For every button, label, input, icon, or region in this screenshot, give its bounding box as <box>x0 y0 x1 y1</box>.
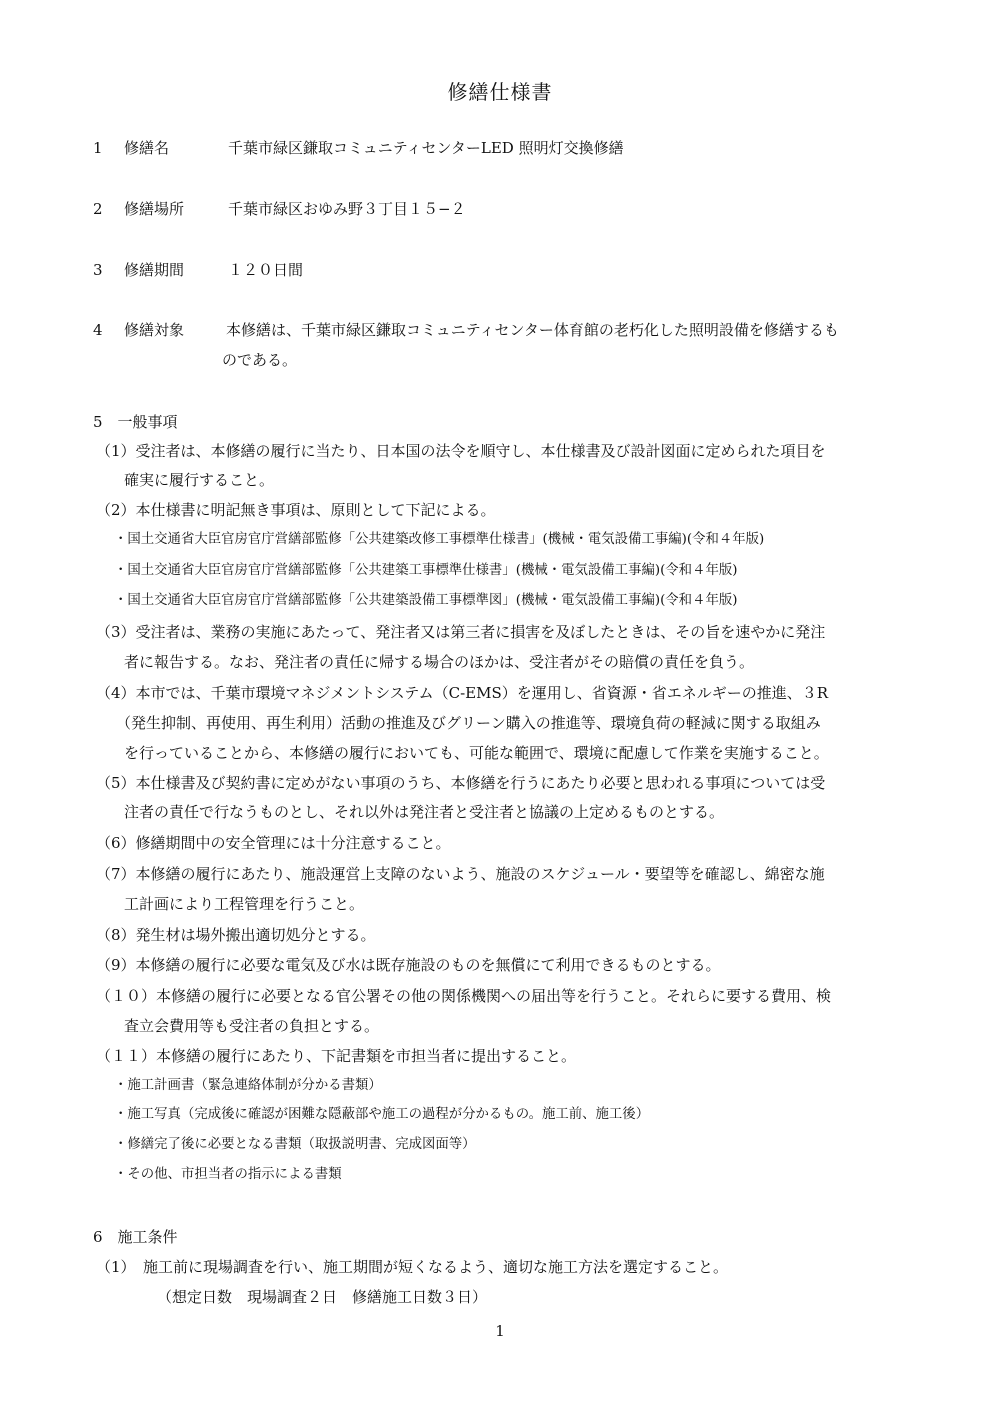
clause-line: （１０）本修繕の履行に必要となる官公署その他の関係機関への届出等を行うこと。それらに要する費用、検 <box>96 987 832 1005</box>
item-label: 修繕対象 <box>124 321 185 339</box>
clause-line: 注者の責任で行なうものとし、それ以外は発注者と受注者と協議の上定めるものとする。 <box>124 803 725 821</box>
clause-line: （6）修繕期間中の安全管理には十分注意すること。 <box>96 834 451 852</box>
page-number: 1 <box>495 1322 505 1340</box>
document-list-item: ・施工計画書（緊急連絡体制が分かる書類） <box>114 1078 382 1093</box>
item-number: 2 <box>93 200 103 218</box>
section-heading: 6 施工条件 <box>93 1228 178 1246</box>
item-number: 1 <box>93 139 103 157</box>
clause-line: 者に報告する。なお、発注者の責任に帰する場合のほかは、受注者がその賠償の責任を負う。 <box>124 653 755 671</box>
item-value: 千葉市緑区鎌取コミュニティセンターLED 照明灯交換修繕 <box>228 139 624 157</box>
clause-line: （3）受注者は、業務の実施にあたって、発注者又は第三者に損害を及ぼしたときは、その旨を速やかに発注 <box>96 623 826 641</box>
reference-item: ・国土交通省大臣官房官庁営繕部監修「公共建築工事標準仕様書」(機械・電気設備工事編)(令和４年版) <box>114 563 738 578</box>
clause-line: （１１）本修繕の履行にあたり、下記書類を市担当者に提出すること。 <box>96 1047 577 1065</box>
clause-line: （9）本修繕の履行に必要な電気及び水は既存施設のものを無償にて利用できるものとする。 <box>96 956 721 974</box>
clause-line: 確実に履行すること。 <box>124 471 275 489</box>
clause-line: （5）本仕様書及び契約書に定めがない事項のうち、本修繕を行うにあたり必要と思われる事項については受 <box>96 774 826 792</box>
clause-line: （発生抑制、再使用、再生利用）活動の推進及びグリーン購入の推進等、環境負荷の軽減に関する取組み <box>116 714 821 732</box>
clause-line: （1） 施工前に現場調査を行い、施工期間が短くなるよう、適切な施工方法を選定すること。 <box>96 1258 729 1276</box>
clause-line: を行っていることから、本修繕の履行においても、可能な範囲で、環境に配慮して作業を実施すること。 <box>124 744 829 762</box>
document-list-item: ・施工写真（完成後に確認が困難な隠蔽部や施工の過程が分かるもの。施工前、施工後） <box>114 1107 650 1122</box>
clause-line: （4）本市では、千葉市環境マネジメントシステム（C-EMS）を運用し、省資源・省エネルギーの推進、３R <box>96 684 829 702</box>
item-value: 千葉市緑区おゆみ野３丁目１５−２ <box>228 200 466 218</box>
document-title: 修繕仕様書 <box>447 80 553 104</box>
item-label: 修繕名 <box>124 139 170 157</box>
item-number: 4 <box>93 321 103 339</box>
item-number: 3 <box>93 261 103 279</box>
clause-line: （8）発生材は場外搬出適切処分とする。 <box>96 926 376 944</box>
clause-line: （1）受注者は、本修繕の履行に当たり、日本国の法令を順守し、本仕様書及び設計図面に定められた項目を <box>96 442 826 460</box>
reference-item: ・国土交通省大臣官房官庁営繕部監修「公共建築設備工事標準図」(機械・電気設備工事編)(令和４年版) <box>114 593 738 608</box>
item-value-continuation: のである。 <box>222 351 298 369</box>
clause-line: 査立会費用等も受注者の負担とする。 <box>124 1017 380 1035</box>
clause-line: （2）本仕様書に明記無き事項は、原則として下記による。 <box>96 501 496 519</box>
section-heading: 5 一般事項 <box>93 413 178 431</box>
item-label: 修繕場所 <box>124 200 185 218</box>
item-label: 修繕期間 <box>124 261 185 279</box>
clause-line: （想定日数 現場調査２日 修繕施工日数３日） <box>157 1288 488 1306</box>
document-list-item: ・その他、市担当者の指示による書類 <box>114 1167 342 1182</box>
reference-item: ・国土交通省大臣官房官庁営繕部監修「公共建築改修工事標準仕様書」(機械・電気設備工事編)(令和４年版) <box>114 532 765 547</box>
document-list-item: ・修繕完了後に必要となる書類（取扱説明書、完成図面等） <box>114 1137 476 1152</box>
clause-line: 工計画により工程管理を行うこと。 <box>124 895 365 913</box>
item-value: 本修繕は、千葉市緑区鎌取コミュニティセンター体育館の老朽化した照明設備を修繕するも <box>226 321 839 339</box>
clause-line: （7）本修繕の履行にあたり、施設運営上支障のないよう、施設のスケジュール・要望等を確認し、綿密な施 <box>96 865 825 883</box>
item-value: １２０日間 <box>228 261 304 279</box>
